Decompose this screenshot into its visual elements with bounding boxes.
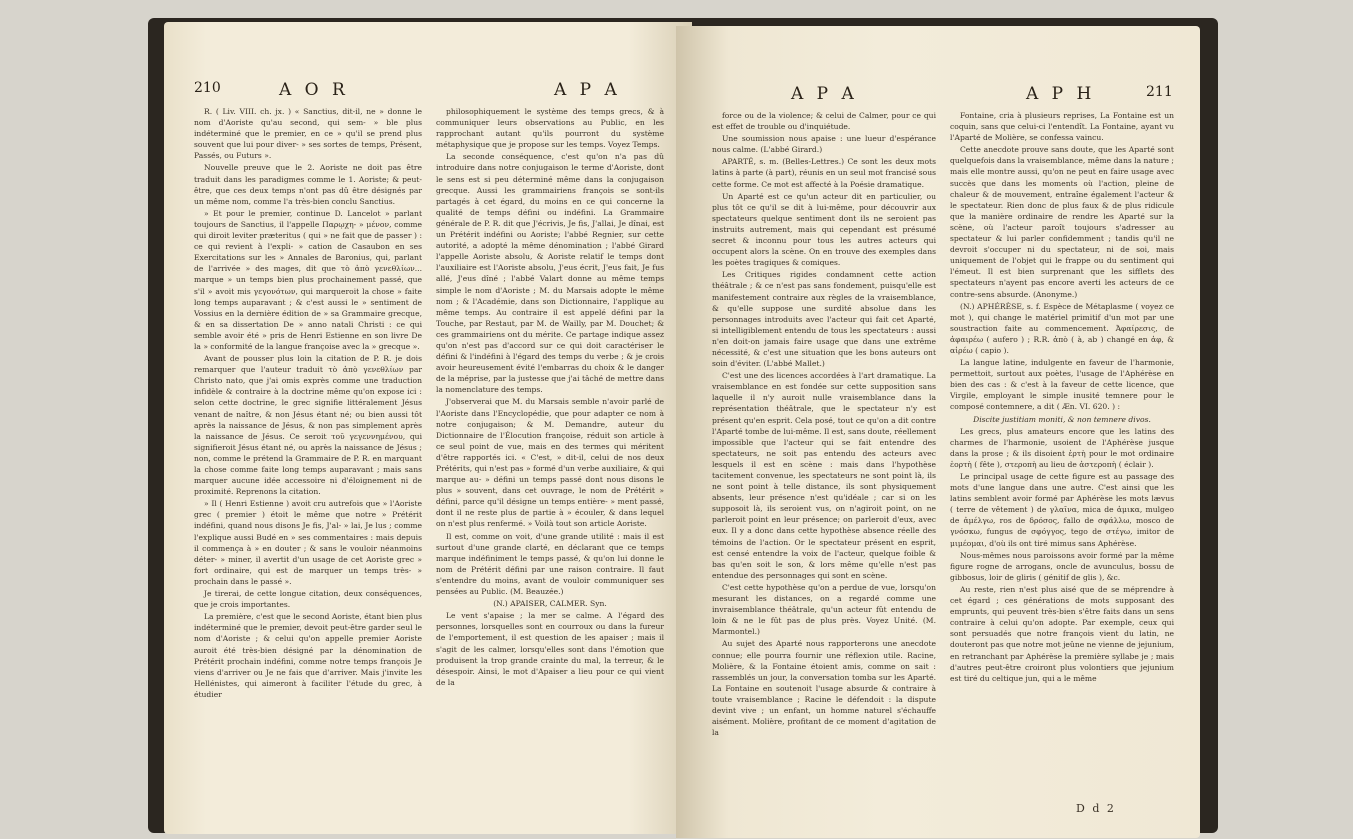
running-header-aor: A O R — [279, 80, 349, 100]
paragraph: Le principal usage de cette figure est au passage des mots d'une langue dans une autre. C'est ainsi que les latins semblent avoir formé par Aphérèse les mots lævus ( terre de vêtement ) de γλαῖνα, mica de ἀμικα, mulgeo de ἀμέλγω, ros de δρόσος, fallo de σφάλλω, mosco de γνόσκω, fungus de σφόγγος, tego de στέγω, imitor de μιμέομαι, d'où ils ont tiré mimus sans Aphérèse. — [950, 472, 1174, 548]
paragraph: La langue latine, indulgente en faveur de l'harmonie, permettoit, surtout aux poètes, l'usage de l'Aphérèse en bien des cas : & c'est à la faveur de cette licence, que Virgile, employant le simple inusité temnere pour le composé contemnere, a dit ( Æn. VI. 620. ) : — [950, 358, 1174, 412]
running-header-apa-right: A P A — [791, 84, 858, 104]
signature-mark: D d 2 — [1076, 802, 1116, 815]
paragraph: Au sujet des Aparté nous rapporterons une anecdote connue; elle pourra fournir une réflexion utile. Racine, Molière, & la Fontaine étoient amis, comme on sait : rassemblés un jour, la conversation tomba sur les Aparté. La Fontaine en soutenoit l'usage absurde & contraire à toute vraisemblance ; Racine le défendoit : la dispute devint vive ; un enfant, un homme naturel s'échauffe aisément. Molière, profitant de ce moment d'agitation de la — [712, 639, 936, 738]
paragraph: C'est une des licences accordées à l'art dramatique. La vraisemblance en est fondée sur cette supposition sans laquelle il n'y auroit nulle vraisemblance dans la représentation théâtrale, que le spectateur n'y est présent qu'en esprit. Cela posé, tout ce qu'on a dit contre l'Aparté tombe de lui-même. Il est, sans doute, réellement impossible que l'acteur qui se fait entendre des spectateurs, ne soit pas entendu des acteurs avec lesquels il est en scène : mais dans l'hypothèse tacitement convenue, les spectateurs ne sont point là, ils ne sont point à telle distance, ils sont physiquement absents, leur présence n'est qu'idéale ; car si on les supposoit là, ils seroient vus, on n'agiroit point, on ne parleroit point en leur présence; on parleroit d'eux, avec eux. Il y a donc dans cette hypothèse absence réelle des témoins de l'action. Or le spectateur présent en esprit, est censé entendre la voix de l'acteur, quelque foible & bas qu'en soit le son, & lors même qu'elle n'est pas entendue des personnages qui sont en scène. — [712, 371, 936, 580]
paragraph: C'est cette hypothèse qu'on a perdue de vue, lorsqu'on mesurant les distances, on a regardé comme une invraisemblance théâtrale, qu'un acteur fût entendu de loin & ne le fût pas de plus près. Voyez Unité. (M. Marmontel.) — [712, 582, 936, 637]
running-header-aph: A P H — [1026, 84, 1096, 104]
paragraph: » Il ( Henri Estienne ) avoit cru autrefois que » l'Aoriste grec ( premier ) étoit le même que notre » Prétérit indéfini, quand nous disons Je fis, J'al- » lai, Je lus ; comme l'explique aussi Budé en » ses commentaires : mais depuis il commença à » en douter ; & sans le vouloir néanmoins déter- » miner, il avertit d'un usage de cet Aoriste grec » fort ordinaire, qui est de marquer un temps très- » prochain dans le passé ». — [194, 499, 422, 586]
paragraph: Les Critiques rigides condamnent cette action théâtrale ; & ce n'est pas sans fondement, puisqu'elle est manifestement contraire aux règles de la vraisemblance, & qu'elle suppose une surdité absolue dans les personnages introduits avec l'acteur qui fait cet Aparté, si intelligiblement entendu de tous les spectateurs : aussi n'en doit-on jamais faire usage que dans une extrême nécessité, & c'est une situation que les bons auteurs ont soin d'éviter. (L'abbé Mallet.) — [712, 270, 936, 369]
paragraph: Nous-mêmes nous paroissons avoir formé par la même figure rogne de arrogans, oncle de avunculus, bossu de gibbosus, loir de gliris ( génitif de glis ), &c. — [950, 550, 1174, 582]
paragraph: Au reste, rien n'est plus aisé que de se méprendre à cet égard ; ces générations de mots supposant des emprunts, qui peuvent très-bien s'être faits dans un sens contraire à celui qu'on adopte. Par exemple, ceux qui sont persuadés que notre françois vient du latin, ne douteront pas que notre mot jeûne ne vienne de jejunium, en retranchant par Aphérèse la première syllabe je ; mais d'autres peut-être croiront plus volontiers que jejunium est tiré du celtique jun, qui a le même — [950, 584, 1175, 683]
running-header-apa: A P A — [554, 80, 621, 100]
paragraph: Avant de pousser plus loin la citation de P. R. je dois remarquer que l'auteur traduit τὸ ἀπὸ γενεθλίων par Christo nato, que j'ai omis exprès comme une traduction infidèle & contraire à la doctrine même qu'on expose ici : selon cette doctrine, le grec signifie littéralement Jésus venant de naître, & non Jésus étant né; ou bien aussi tôt après la naissance de Jésus, & non pas simplement après la naissance de Jésus. Ce seroit τοῦ γεγεννημένου, qui signifieroit Jésus étant né, ou après la naissance de Jésus ; non, comme le prétend la Grammaire de P. R. en marquant la chose comme faite long temps auparavant ; mais sans marquer aucune idée accessoire ni d'éloignement ni de proximité. Reprenons la citation. — [194, 354, 422, 497]
paragraph: Fontaine, cria à plusieurs reprises, La Fontaine est un coquin, sans que celui-ci l'entendît. La Fontaine, ayant vu l'Aparté de Molière, se confessa vaincu. — [950, 111, 1174, 143]
paragraph: Je tirerai, de cette longue citation, deux conséquences, que je crois importantes. — [194, 589, 422, 610]
paragraph: force ou de la violence; & celui de Calmer, pour ce qui est effet de trouble ou d'inquiétude. — [712, 111, 936, 132]
paragraph: Cette anecdote prouve sans doute, que les Aparté sont quelquefois dans la vraisemblance, même dans la nature ; mais elle montre aussi, qu'on ne peut en faire usage avec succès que dans les moments où l'action, pleine de chaleur & de mouvement, entraîne également l'acteur & le spectateur. Rien donc de plus faux & de plus ridicule que la manière ordinaire de rendre les Aparté sur la scène, où l'acteur paroît toujours s'adresser au spectateur & lui parler confidemment ; tandis qu'il ne devroit s'occuper ni du spectateur, ni de soi, mais uniquement de l'objet qui le frappe ou du sentiment qui l'émeut. Il est bien surprenant que les sifflets des spectateurs n'ayent pas encore averti les acteurs de ce contre-sens absurde. (Anonyme.) — [950, 145, 1174, 299]
page-number-left: 210 — [194, 80, 221, 96]
paragraph: Nouvelle preuve que le 2. Aoriste ne doit pas être traduit dans les paradigmes comme le 1. Aoriste; & peut-être, que ces deux temps n'ont pas dû être désignés par un même nom, comme l'a très-bien conclu Sanctius. — [194, 163, 422, 206]
right-column-1 — [712, 110, 936, 739]
paragraph: La seconde conséquence, c'est qu'on n'a pas dû introduire dans notre conjugaison le terme d'Aoriste, dont le sens est si peu déterminé même dans la conjugaison grecque. Aussi les grammairiens françois se sont-ils partagés à cet égard, du moins en ce qui concerne la qualité de temps défini ou indéfini. La Grammaire générale de P. R. dit que J'écrivis, Je fis, J'allai, Je dînai, est un Prétérit indéfini ou Aoriste; l'abbé Regnier, sur cette autorité, a adopté la même dénomination ; l'abbé Girard l'appelle Aoriste absolu, & Aoriste relatif le temps dont l'auxiliaire est l'Aoriste absolu, J'eus écrit, J'eus fait, Je fus allé, J'eus dîné ; l'abbé Valart donne au même temps simple le nom d'Aoriste ; M. du Marsais adopte le même nom ; & l'Académie, dans son Dictionnaire, l'applique au même temps. Au contraire il est appelé défini par la Touche, par Restaut, par M. de Wailly, par M. Douchet; & ces grammairiens ont du mérite. Ce partage indique assez qu'on n'est pas d'accord sur ce qui doit caractériser le défini & l'indéfini à l'égard des temps du verbe ; & je crois avoir heureusement évité l'embarras du choix & le danger de la méprise, par la justesse que j'ai tâché de mettre dans la nomenclature des temps. — [436, 152, 664, 395]
page-number-right: 211 — [1146, 84, 1173, 100]
left-column-2 — [436, 106, 664, 689]
left-page — [164, 22, 692, 834]
entry-heading: (N.) APAISER, CALMER. Syn. — [493, 599, 607, 609]
paragraph: J'observerai que M. du Marsais semble n'avoir parlé de l'Aoriste dans l'Encyclopédie, que pour adapter ce nom à notre conjugaison; & M. Demandre, auteur du Dictionnaire de l'Élocution françoise, réduit son article à ce seul point de vue, mais en des termes qui méritent d'être rapportés ici. « C'est, » dit-il, celui de nos deux Prétérits, qui n'est pas » formé d'un verbe auxiliaire, & qui marque au- » défini un temps passé dont nous disons le plus » souvent, dans cet ouvrage, le nom de Prétérit » défini, parce qu'il désigne un temps entière- » ment passé, dont il ne reste plus de partie à » écouler, & dans lequel on n'est plus renfermé. » Voilà tout son article Aoriste. — [436, 397, 664, 529]
paragraph: Les grecs, plus amateurs encore que les latins des charmes de l'harmonie, usoient de l'Aphérèse jusque dans la prose ; & ils disoient ἑρτὴ pour le mot ordinaire ἑορτὴ ( fête ), στεροπὴ au lieu de ἀστεροπὴ ( éclair ). — [950, 426, 1174, 469]
paragraph: La première, c'est que le second Aoriste, étant bien plus indéterminé que le premier, devoit peut-être garder seul le nom d'Aoriste ; & celui qu'on appelle premier Aoriste auroit été très-bien désigné par la dénomination de Prétérit prochain indéfini, comme notre temps françois Je viens d'arriver ou Je ne fais que d'arriver. Mais j'invite les Hellénistes, qui aimeront à faciliter l'étude du grec, à étudier — [194, 612, 422, 699]
paragraph: Il est, comme on voit, d'une grande utilité : mais il est surtout d'une grande clarté, en déclarant que ce temps marque indéfiniment le temps passé, & qu'on lui donne le nom de Prétérit défini par une raison contraire. Il faut s'entendre du moins, avant de vouloir communiquer ses pensées au Public. (M. Beauzée.) — [436, 531, 664, 597]
paragraph: philosophiquement le système des temps grecs, & à communiquer leurs observations au Public, en les rapprochant autant qu'ils pourront du système métaphysique que je propose sur les temps. Voyez Temps. — [436, 107, 664, 150]
paragraph: » Et pour le premier, continue D. Lancelot » parlant toujours de Sanctius, il l'appelle Παρῳχη- » μένον, comme qui diroit leviter præteritus ( qui » ne fait que de passer ) : ce qui revient à l'expli- » cation de Casaubon en ses Exercitations sur les » Annales de Baronius, qui, parlant de l'arrivée » des mages, dit que τὸ ἀπὸ γενεθλίων... marque » un temps bien plus prochainement passé, que s'il » avoit mis γεγονότων, qui marqueroit la chose » faite long temps auparavant ; & c'est aussi le » sentiment de Vossius en la dernière édition de » sa Grammaire grecque, & en sa dissertation De » anno natali Christi : ce qui semble avoir été » pris de Henri Estienne en son livre De la » conformité de la langue françoise avec la » grecque ». — [194, 208, 422, 351]
paragraph: Le vent s'apaise ; la mer se calme. A l'égard des personnes, lorsquelles sont en courroux ou dans la fureur de l'emportement, il est question de les apaiser ; mais il s'agit de les calmer, lorsqu'elles sont dans l'émotion que produisent la trop grande crainte du mal, la terreur, & le désespoir. Ainsi, le mot d'Apaiser a lieu pour ce qui vient de la — [436, 611, 664, 687]
left-column-1 — [194, 106, 422, 701]
paragraph: Un Aparté est ce qu'un acteur dit en particulier, ou plus tôt ce qu'il se dit à lui-même, pour découvrir aux spectateurs quelque sentiment dont ils ne seroient pas instruits autrement, mais qui cependant est présumé secret & inconnu pour tous les autres acteurs qui occupent alors la scène. On en trouve des exemples dans les poètes tragiques & comiques. — [712, 191, 936, 268]
paragraph: R. ( Liv. VIII. ch. jx. ) « Sanctius, dit-il, ne » donne le nom d'Aoriste qu'au second, qui sem- » ble plus indéterminé que le premier, en ce » qu'il se prend plus souvent que lui pour diver- » ses sortes de temps, Présent, Passés, ou Futurs ». — [194, 107, 422, 161]
right-column-2 — [950, 110, 1174, 685]
verse-quote: Discite justitiam moniti, & non temnere divos. — [973, 414, 1151, 424]
paragraph: Une soumission nous apaise : une lueur d'espérance nous calme. (L'abbé Girard.) — [712, 134, 936, 155]
right-page — [676, 26, 1200, 838]
paragraph: (N.) APHÉRÈSE, s. f. Espèce de Métaplasme ( voyez ce mot ), qui change le matériel primitif d'un mot par une soustraction faite au commencement. Ἀφαίρεσις, de ἀφαιρέω ( aufero ) ; R.R. ἀπὸ ( à, ab ) changé en ἀφ, & αἱρέω ( capio ). — [950, 301, 1174, 355]
paragraph: APARTÉ, s. m. (Belles-Lettres.) Ce sont les deux mots latins à parte (à part), réunis en un seul mot francisé sous cette forme. Ce mot est affecté à la Poésie dramatique. — [712, 157, 936, 189]
